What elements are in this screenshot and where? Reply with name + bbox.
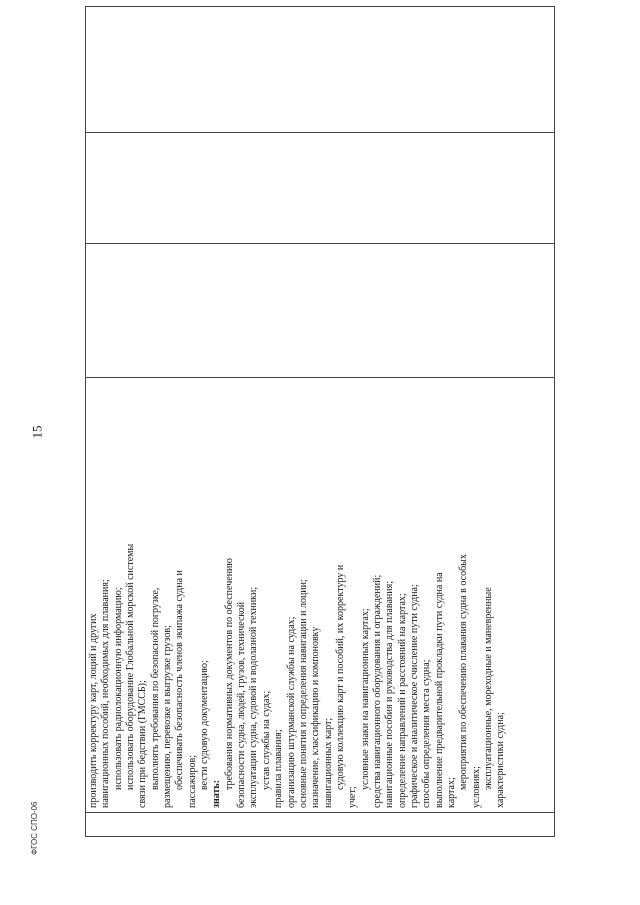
content-line: навигационных карт;	[322, 717, 334, 808]
page-number: 15	[29, 425, 45, 439]
content-line: картах;	[445, 777, 457, 808]
content-line: эксплуатации судна, судовой и водолазной техники;	[248, 586, 260, 808]
content-line: требования нормативных документов по обеспечению	[223, 558, 235, 790]
table-row	[86, 7, 555, 837]
content-line: знать:	[211, 779, 223, 808]
content-line: средства навигационного оборудования и ограждений;	[371, 574, 383, 808]
content-line: размещению, перевозке и выгрузке грузов;	[162, 625, 174, 808]
content-line: условиях;	[470, 766, 482, 808]
content-line: навигационные пособия и руководства для плавания;	[384, 581, 396, 808]
content-line: учет;	[347, 786, 359, 808]
content-line: выполнять требования по безопасной погрузке,	[149, 587, 161, 790]
competency-requirements-cell	[86, 378, 555, 813]
content-line: назначение, классификацию и компоновку	[310, 626, 322, 808]
disciplines-index-cell	[86, 7, 555, 133]
content-line: эксплуатационные, мореходные и маневренные	[483, 587, 494, 790]
document-code: ФГОС СПО-06	[30, 801, 39, 855]
content-line: правила плавания;	[273, 729, 285, 808]
content-line: устав службы на судах;	[260, 690, 272, 790]
empty-index-column	[86, 813, 555, 837]
curriculum-table-rotated	[85, 12, 555, 837]
content-line: связи при бедствии (ГМССБ);	[137, 680, 149, 808]
content-line: использовать радиолокационную информацию;	[112, 587, 124, 790]
content-line: организацию штурманской службы на судах;	[285, 616, 297, 808]
content-line: вести судовую документацию;	[199, 660, 211, 790]
content-line: мероприятия по обеспечению плавания судна в особых	[458, 554, 470, 790]
content-line: обеспечивать безопасность членов экипажа судна и	[174, 570, 186, 790]
content-line: основные понятия и определения навигации и лоции;	[297, 579, 309, 808]
hours-total-cell	[86, 244, 555, 378]
requirements-text	[86, 378, 508, 812]
content-line: выполнение предварительной прокладки пути судна на	[433, 572, 445, 808]
curriculum-table	[85, 6, 555, 837]
content-line: способы определения места судна;	[421, 659, 433, 808]
content-line: графическое и аналитическое счисление пути судна;	[408, 584, 420, 808]
content-line: судовую коллекцию карт и пособий, их корректуру и	[334, 564, 346, 790]
content-line: безопасности судна, людей, грузов, технической	[236, 601, 248, 808]
content-line: пассажиров;	[186, 755, 198, 808]
content-line: характеристики судна;	[495, 712, 507, 808]
content-line: производить корректуру карт, лоций и других	[88, 613, 99, 808]
content-line: условные знаки на навигационных картах;	[359, 608, 371, 790]
hours-mandatory-cell	[86, 133, 555, 244]
content-line: использовать оборудование Глобальной морской системы	[125, 543, 137, 790]
content-line: навигационных пособий, необходимых для плавания;	[100, 579, 112, 808]
content-line: определение направлений и расстояний на картах;	[396, 593, 408, 808]
